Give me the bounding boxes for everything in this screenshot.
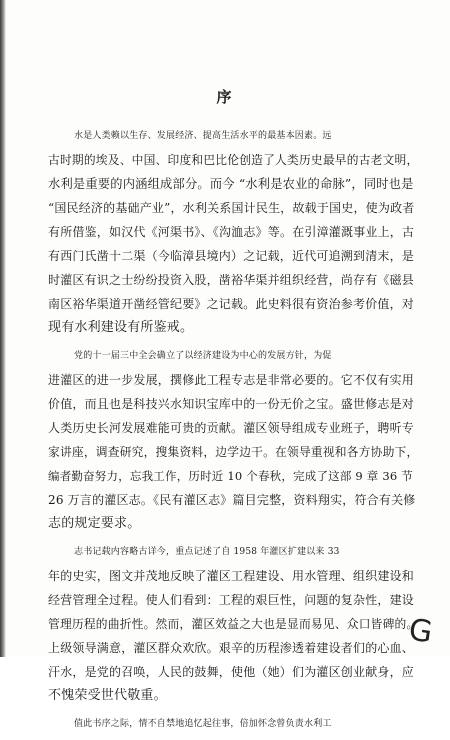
text-line: 价值，而且也是科技兴水知识宝库中的一份无价之宝。盛世修志是对 bbox=[48, 397, 415, 411]
text-line: 水利是重要的内涵组成部分。而今 “水利是农业的命脉”，同时也是 bbox=[48, 177, 414, 191]
text-line: 经营管理全过程。使人们看到：工程的艰巨性，问题的复杂性，建设 bbox=[48, 593, 415, 607]
paragraph-2 bbox=[48, 344, 418, 536]
page-number: G bbox=[406, 612, 435, 651]
text-line: “国民经济的基础产业”，水利关系国计民生，故载于国史，使为政者 bbox=[48, 201, 415, 215]
paragraph-4 bbox=[48, 712, 418, 736]
paragraph-1 bbox=[48, 124, 418, 340]
page-title: 序 bbox=[216, 88, 234, 106]
text-line: 管理历程的曲折性。然而，灌区效益之大也是显而易见、众口皆碑的。 bbox=[48, 617, 419, 631]
text-line: 有所借鉴，如汉代《河渠书》、《沟洫志》等。在引漳灌溉事业上，古 bbox=[48, 225, 415, 239]
text-line: 汗水，是党的召唤，人民的鼓舞，使他（她）们为灌区创业献身，应 bbox=[48, 665, 415, 679]
text-line: 南区裕华渠道开凿经管纪要》之记载。此史料很有资治参考价值，对 bbox=[48, 297, 415, 311]
text-line: 志书记载内容略古详今，重点记述了自 1958 年灌区扩建以来 33 bbox=[74, 547, 340, 557]
text-line: 党的十一届三中全会确立了以经济建设为中心的发展方针，为促 bbox=[74, 351, 332, 361]
preface-body bbox=[48, 124, 418, 740]
text-line: 水是人类赖以生存、发展经济、提高生活水平的最基本因素。远 bbox=[74, 131, 332, 141]
text-line: 人类历史长河发展难能可贵的贡献。灌区领导组成专业班子，聘听专 bbox=[48, 421, 415, 435]
text-line: 年的史实，图文并茂地反映了灌区工程建设、用水管理、组织建设和 bbox=[48, 569, 415, 583]
text-line: 现有水利建设有所鉴戒。 bbox=[48, 320, 194, 335]
text-line: 26 万言的灌区志。《民有灌区志》篇目完整，资料翔实，符合有关修 bbox=[48, 493, 416, 507]
text-line: 上级领导满意，灌区群众欢欣。艰辛的历程渗透着建设者们的心血、 bbox=[48, 641, 415, 655]
text-line: 志的规定要求。 bbox=[48, 516, 141, 531]
paragraph-3 bbox=[48, 540, 418, 708]
text-line: 编者勤奋努力，忘我工作，历时近 10 个春秋，完成了这部 9 章 36 节 bbox=[48, 469, 413, 483]
text-line: 时灌区有识之士纷纷投资入股，凿裕华渠并组织经营，尚存有《磁县 bbox=[48, 273, 415, 287]
text-line: 古时期的埃及、中国、印度和巴比伦创造了人类历史最早的古老文明， bbox=[48, 153, 419, 167]
text-line: 值此书序之际，情不自禁地追忆起往事，倍加怀念曾负责水利工 bbox=[74, 719, 332, 729]
text-line: 家讲座，调查研究，搜集资料，边学边干。在领导重视和各方协助下， bbox=[48, 445, 419, 459]
text-line: 有西门氏凿十二渠（今临漳县境内）之记载，近代可追溯到清末，是 bbox=[48, 249, 415, 263]
text-line: 进灌区的进一步发展，撰修此工程专志是非常必要的。它不仅有实用 bbox=[48, 373, 415, 387]
text-line: 不愧荣受世代敬重。 bbox=[48, 688, 167, 703]
